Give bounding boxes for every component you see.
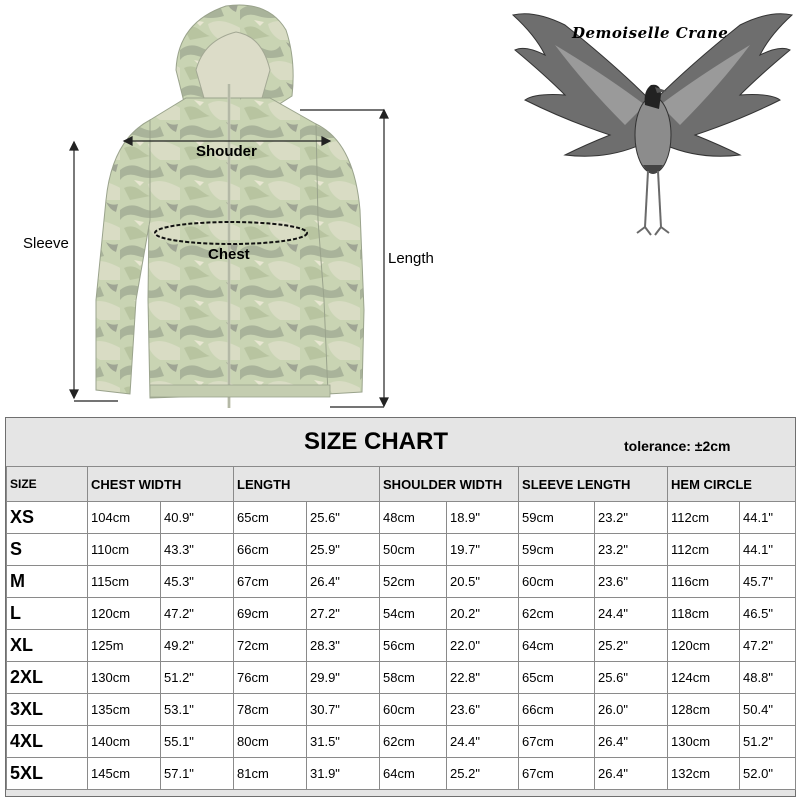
cell-hem-in: 47.2" <box>740 630 796 662</box>
table-row <box>7 598 796 630</box>
cell-sleeve-in: 23.2" <box>595 502 668 534</box>
table-row <box>7 694 796 726</box>
cell-chest-in: 40.9" <box>161 502 234 534</box>
cell-shoulder-in: 23.6" <box>447 694 519 726</box>
cell-chest-in: 53.1" <box>161 694 234 726</box>
cell-sleeve-in: 26.0" <box>595 694 668 726</box>
cell-chest-cm: 120cm <box>88 598 161 630</box>
cell-length-in: 25.6" <box>307 502 380 534</box>
cell-chest-in: 57.1" <box>161 758 234 790</box>
cell-sleeve-cm: 65cm <box>519 662 595 694</box>
size-table <box>6 466 796 790</box>
cell-sleeve-cm: 66cm <box>519 694 595 726</box>
cell-length-in: 27.2" <box>307 598 380 630</box>
brand-title: Demoiselle Crane <box>572 24 729 42</box>
cell-shoulder-in: 25.2" <box>447 758 519 790</box>
cell-chest-cm: 135cm <box>88 694 161 726</box>
table-row <box>7 502 796 534</box>
cell-hem-in: 46.5" <box>740 598 796 630</box>
cell-hem-cm: 112cm <box>668 502 740 534</box>
cell-chest-in: 47.2" <box>161 598 234 630</box>
header-length: LENGTH <box>234 467 380 502</box>
cell-length-cm: 72cm <box>234 630 307 662</box>
cell-shoulder-in: 24.4" <box>447 726 519 758</box>
cell-shoulder-cm: 58cm <box>380 662 447 694</box>
cell-length-cm: 67cm <box>234 566 307 598</box>
cell-sleeve-cm: 67cm <box>519 726 595 758</box>
cell-shoulder-cm: 48cm <box>380 502 447 534</box>
table-row <box>7 566 796 598</box>
cell-size: 3XL <box>7 694 88 726</box>
cell-shoulder-cm: 54cm <box>380 598 447 630</box>
cell-sleeve-cm: 59cm <box>519 534 595 566</box>
cell-hem-in: 50.4" <box>740 694 796 726</box>
cell-shoulder-cm: 60cm <box>380 694 447 726</box>
cell-sleeve-in: 23.2" <box>595 534 668 566</box>
cell-size: 4XL <box>7 726 88 758</box>
cell-chest-cm: 104cm <box>88 502 161 534</box>
cell-sleeve-cm: 62cm <box>519 598 595 630</box>
cell-length-in: 30.7" <box>307 694 380 726</box>
cell-length-in: 29.9" <box>307 662 380 694</box>
cell-sleeve-in: 25.6" <box>595 662 668 694</box>
cell-length-cm: 76cm <box>234 662 307 694</box>
cell-size: XS <box>7 502 88 534</box>
cell-sleeve-cm: 64cm <box>519 630 595 662</box>
jacket-diagram <box>0 0 480 412</box>
cell-length-in: 26.4" <box>307 566 380 598</box>
cell-sleeve-in: 26.4" <box>595 758 668 790</box>
header-shoulder-width: SHOULDER WIDTH <box>380 467 519 502</box>
cell-size: 2XL <box>7 662 88 694</box>
cell-sleeve-cm: 67cm <box>519 758 595 790</box>
cell-chest-cm: 145cm <box>88 758 161 790</box>
cell-sleeve-cm: 59cm <box>519 502 595 534</box>
table-row <box>7 534 796 566</box>
tolerance-note: tolerance: ±2cm <box>624 438 731 454</box>
cell-hem-cm: 124cm <box>668 662 740 694</box>
cell-hem-cm: 132cm <box>668 758 740 790</box>
cell-shoulder-in: 22.8" <box>447 662 519 694</box>
cell-chest-cm: 140cm <box>88 726 161 758</box>
cell-hem-cm: 130cm <box>668 726 740 758</box>
cell-chest-in: 55.1" <box>161 726 234 758</box>
header-sleeve-length: SLEEVE LENGTH <box>519 467 668 502</box>
cell-hem-in: 45.7" <box>740 566 796 598</box>
cell-length-cm: 65cm <box>234 502 307 534</box>
table-row <box>7 630 796 662</box>
cell-length-cm: 78cm <box>234 694 307 726</box>
table-row <box>7 662 796 694</box>
cell-chest-cm: 115cm <box>88 566 161 598</box>
cell-chest-in: 45.3" <box>161 566 234 598</box>
cell-size: S <box>7 534 88 566</box>
cell-chest-in: 51.2" <box>161 662 234 694</box>
cell-shoulder-cm: 56cm <box>380 630 447 662</box>
shoulder-label: Shouder <box>196 143 257 160</box>
table-row <box>7 726 796 758</box>
cell-hem-in: 44.1" <box>740 502 796 534</box>
sleeve-label: Sleeve <box>23 235 69 252</box>
cell-chest-in: 43.3" <box>161 534 234 566</box>
cell-chest-cm: 125m <box>88 630 161 662</box>
chest-label: Chest <box>208 246 250 263</box>
cell-shoulder-in: 22.0" <box>447 630 519 662</box>
cell-shoulder-cm: 50cm <box>380 534 447 566</box>
cell-hem-cm: 120cm <box>668 630 740 662</box>
cell-length-cm: 80cm <box>234 726 307 758</box>
cell-hem-cm: 128cm <box>668 694 740 726</box>
cell-hem-in: 44.1" <box>740 534 796 566</box>
header-chest-width: CHEST WIDTH <box>88 467 234 502</box>
cell-length-in: 28.3" <box>307 630 380 662</box>
cell-shoulder-cm: 64cm <box>380 758 447 790</box>
cell-shoulder-in: 20.5" <box>447 566 519 598</box>
cell-sleeve-in: 26.4" <box>595 726 668 758</box>
table-row <box>7 758 796 790</box>
cell-chest-in: 49.2" <box>161 630 234 662</box>
cell-hem-cm: 118cm <box>668 598 740 630</box>
cell-length-cm: 81cm <box>234 758 307 790</box>
header-hem-circle: HEM CIRCLE <box>668 467 796 502</box>
cell-size: L <box>7 598 88 630</box>
cell-shoulder-cm: 52cm <box>380 566 447 598</box>
cell-size: XL <box>7 630 88 662</box>
size-chart <box>5 417 796 797</box>
cell-shoulder-cm: 62cm <box>380 726 447 758</box>
cell-chest-cm: 110cm <box>88 534 161 566</box>
cell-size: M <box>7 566 88 598</box>
header-size: SIZE <box>7 467 88 502</box>
cell-chest-cm: 130cm <box>88 662 161 694</box>
chart-title: SIZE CHART <box>304 428 448 455</box>
cell-hem-in: 52.0" <box>740 758 796 790</box>
cell-sleeve-cm: 60cm <box>519 566 595 598</box>
cell-sleeve-in: 23.6" <box>595 566 668 598</box>
cell-length-in: 31.9" <box>307 758 380 790</box>
length-label: Length <box>388 250 434 267</box>
cell-length-cm: 69cm <box>234 598 307 630</box>
cell-hem-in: 48.8" <box>740 662 796 694</box>
cell-shoulder-in: 19.7" <box>447 534 519 566</box>
cell-length-in: 25.9" <box>307 534 380 566</box>
cell-hem-in: 51.2" <box>740 726 796 758</box>
cell-shoulder-in: 20.2" <box>447 598 519 630</box>
table-header-row <box>7 467 796 502</box>
cell-length-in: 31.5" <box>307 726 380 758</box>
cell-hem-cm: 116cm <box>668 566 740 598</box>
cell-size: 5XL <box>7 758 88 790</box>
cell-sleeve-in: 24.4" <box>595 598 668 630</box>
cell-sleeve-in: 25.2" <box>595 630 668 662</box>
cell-shoulder-in: 18.9" <box>447 502 519 534</box>
cell-length-cm: 66cm <box>234 534 307 566</box>
cell-hem-cm: 112cm <box>668 534 740 566</box>
